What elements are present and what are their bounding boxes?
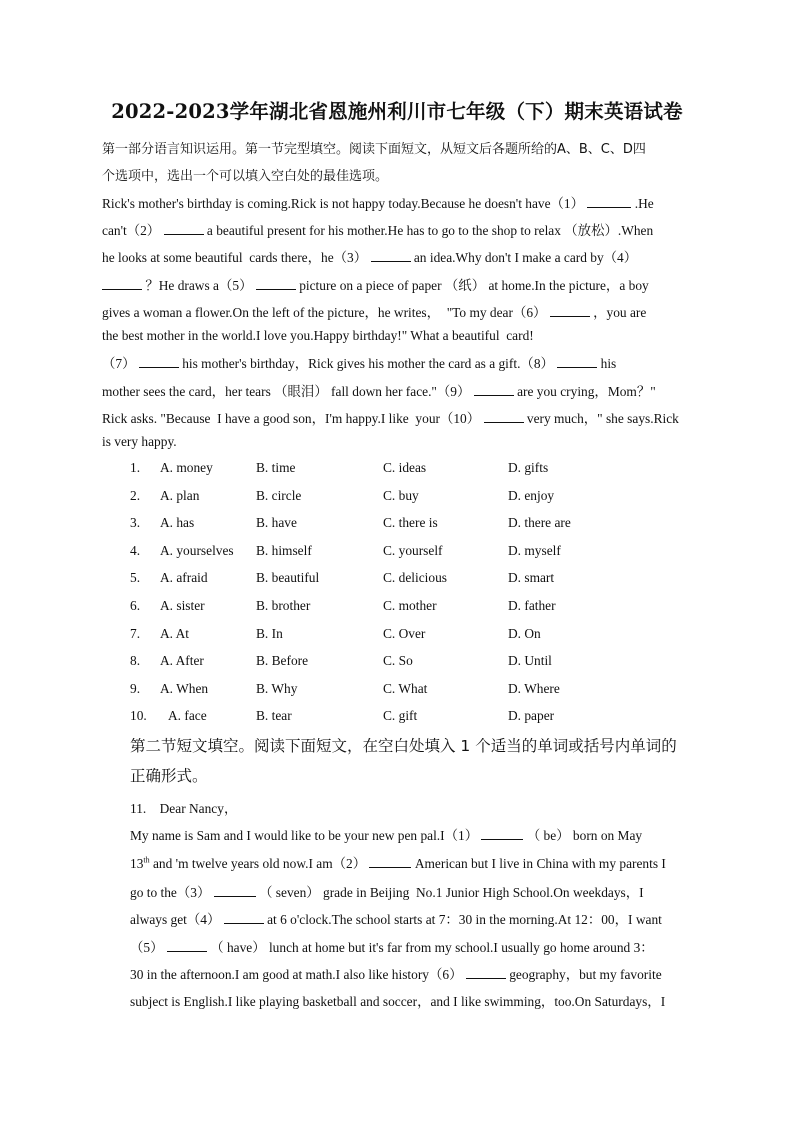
blank-7[interactable] — [139, 355, 179, 368]
blank-10[interactable] — [484, 410, 524, 423]
option-b[interactable]: B. circle — [256, 488, 302, 503]
option-a[interactable]: A. plan — [160, 488, 200, 503]
option-c[interactable]: C. buy — [383, 488, 419, 503]
blank-1[interactable] — [587, 195, 631, 208]
option-d[interactable]: D. there are — [508, 515, 571, 530]
section2-instruction-line-2: 正确形式。 — [130, 767, 208, 785]
text: can't（2） — [102, 223, 161, 238]
option-d[interactable]: D. father — [508, 598, 556, 613]
text: .He — [634, 196, 654, 211]
option-d[interactable]: D. Until — [508, 653, 552, 668]
text: a beautiful present for his mother.He has to go to the shop to relax （放松）.When — [206, 223, 654, 238]
text: he looks at some beautiful cards there，he（3） — [102, 250, 368, 265]
passage2-line — [130, 882, 644, 901]
option-b[interactable]: B. Why — [256, 681, 298, 696]
passage1-line: is very happy. — [102, 434, 177, 449]
option-a[interactable]: A. has — [160, 515, 195, 530]
superscript: th — [143, 855, 150, 865]
text: very much，" she says.Rick — [526, 411, 679, 426]
option-a[interactable]: A. At — [160, 626, 190, 641]
text: mother sees the card，her tears （眼泪） fall down her face."（9） — [102, 384, 471, 399]
blank-4[interactable] — [102, 277, 142, 290]
option-a[interactable]: A. money — [160, 460, 213, 475]
passage1-line — [102, 408, 679, 427]
passage2-line — [130, 853, 666, 872]
option-a[interactable]: A. sister — [160, 598, 205, 613]
option-a[interactable]: A. face — [168, 708, 207, 723]
passage1-line: the best mother in the world.I love you.Happy birthday!" What a beautiful card! — [102, 328, 534, 343]
text: 13 — [130, 856, 144, 871]
option-a[interactable]: A. afraid — [160, 570, 208, 585]
option-a[interactable]: A. yourselves — [160, 543, 234, 558]
question-number: 5. — [130, 570, 141, 585]
passage1-line — [102, 247, 637, 266]
text: My name is Sam and I would like to be your new pen pal.I（1） — [130, 828, 479, 843]
blank-p2-6[interactable] — [466, 966, 506, 979]
option-a[interactable]: A. After — [160, 653, 204, 668]
text: always get（4） — [130, 912, 221, 927]
option-d[interactable]: D. myself — [508, 543, 561, 558]
text: Rick's mother's birthday is coming.Rick is not happy today.Because he doesn't have（1） — [102, 196, 585, 211]
option-c[interactable]: C. ideas — [383, 460, 427, 475]
passage1-line — [102, 381, 656, 400]
blank-p2-1[interactable] — [481, 827, 523, 840]
question-number: 3. — [130, 515, 141, 530]
option-c[interactable]: C. there is — [383, 515, 438, 530]
blank-p2-5[interactable] — [167, 939, 207, 952]
text: picture on a piece of paper （纸） at home.In the picture，a boy — [299, 278, 649, 293]
text: （ seven） grade in Beijing No.1 Junior High School.On weekdays，I — [259, 885, 644, 900]
text: geography，but my favorite — [509, 967, 662, 982]
part1-instruction-line-2: 个选项中，选出一个可以填入空白处的最佳选项。 — [102, 169, 389, 184]
option-b[interactable]: B. time — [256, 460, 296, 475]
passage1-line — [102, 220, 653, 239]
section2-instruction-line-1: 第二节短文填空。阅读下面短文，在空白处填入 1 个适当的单词或括号内单词的 — [130, 737, 677, 755]
option-a[interactable]: A. When — [160, 681, 209, 696]
text: and 'm twelve years old now.I am（2） — [149, 856, 367, 871]
option-d[interactable]: D. On — [508, 626, 541, 641]
blank-p2-2[interactable] — [369, 855, 411, 868]
question-number: 6. — [130, 598, 141, 613]
exam-title: 2022-2023学年湖北省恩施州利川市七年级（下）期末英语试卷 — [111, 100, 683, 123]
text: （5） — [130, 940, 164, 955]
option-b[interactable]: B. tear — [256, 708, 292, 723]
blank-p2-4[interactable] — [224, 911, 264, 924]
text: go to the（3） — [130, 885, 211, 900]
option-b[interactable]: B. Before — [256, 653, 309, 668]
question-number: 4. — [130, 543, 141, 558]
passage2-line: 11. Dear Nancy， — [130, 801, 238, 816]
passage1-line — [102, 275, 649, 294]
text: an idea.Why don't I make a card by（4） — [413, 250, 638, 265]
text: at 6 o'clock.The school starts at 7：30 in the morning.At 12：00，I want — [267, 912, 662, 927]
question-number: 1. — [130, 460, 141, 475]
option-d[interactable]: D. Where — [508, 681, 560, 696]
text: gives a woman a flower.On the left of the picture，he writes， "To my dear（6） — [102, 305, 547, 320]
option-b[interactable]: B. himself — [256, 543, 312, 558]
text: American but I live in China with my parents I — [414, 856, 666, 871]
text: （ be） born on May — [526, 828, 643, 843]
passage1-line — [102, 353, 616, 372]
passage2-line — [130, 909, 662, 928]
blank-9[interactable] — [474, 383, 514, 396]
passage2-line — [130, 825, 642, 844]
option-b[interactable]: B. In — [256, 626, 283, 641]
blank-5[interactable] — [256, 277, 296, 290]
option-c[interactable]: C. delicious — [383, 570, 447, 585]
option-c[interactable]: C. mother — [383, 598, 437, 613]
option-c[interactable]: C. What — [383, 681, 428, 696]
option-b[interactable]: B. have — [256, 515, 297, 530]
text: his mother's birthday，Rick gives his mother the card as a gift.（8） — [182, 356, 554, 371]
blank-3[interactable] — [371, 249, 411, 262]
text: his — [600, 356, 617, 371]
option-c[interactable]: C. yourself — [383, 543, 443, 558]
question-number: 7. — [130, 626, 141, 641]
option-c[interactable]: C. gift — [383, 708, 418, 723]
option-b[interactable]: B. beautiful — [256, 570, 320, 585]
passage1-line — [102, 302, 646, 321]
question-number: 9. — [130, 681, 141, 696]
part1-instruction-line-1: 第一部分语言知识运用。第一节完型填空。阅读下面短文，从短文后各题所给的A、B、C、D四 — [102, 142, 646, 157]
blank-p2-3[interactable] — [214, 884, 256, 897]
text: ？He draws a（5） — [145, 278, 253, 293]
passage2-line: subject is English.I like playing basketball and soccer，and I like swimming，too.On Saturdays，I — [130, 994, 666, 1009]
option-b[interactable]: B. brother — [256, 598, 311, 613]
blank-8[interactable] — [557, 355, 597, 368]
passage1-line — [102, 193, 654, 212]
text: 30 in the afternoon.I am good at math.I also like history（6） — [130, 967, 463, 982]
passage2-line — [130, 964, 662, 983]
text: Rick asks. "Because I have a good son，I'm happy.I like your（10） — [102, 411, 481, 426]
text: are you crying，Mom？" — [517, 384, 656, 399]
text: ，you are — [593, 305, 647, 320]
blank-2[interactable] — [164, 222, 204, 235]
passage2-line — [130, 937, 654, 956]
question-number: 2. — [130, 488, 141, 503]
blank-6[interactable] — [550, 304, 590, 317]
text: （7） — [102, 356, 136, 371]
text: （ have） lunch at home but it's far from my school.I usually go home around 3： — [210, 940, 654, 955]
option-d[interactable]: D. paper — [508, 708, 555, 723]
option-c[interactable]: C. So — [383, 653, 413, 668]
option-d[interactable]: D. enjoy — [508, 488, 555, 503]
option-d[interactable]: D. gifts — [508, 460, 549, 475]
option-c[interactable]: C. Over — [383, 626, 426, 641]
question-number: 8. — [130, 653, 141, 668]
option-d[interactable]: D. smart — [508, 570, 555, 585]
question-number: 10. — [130, 708, 147, 723]
